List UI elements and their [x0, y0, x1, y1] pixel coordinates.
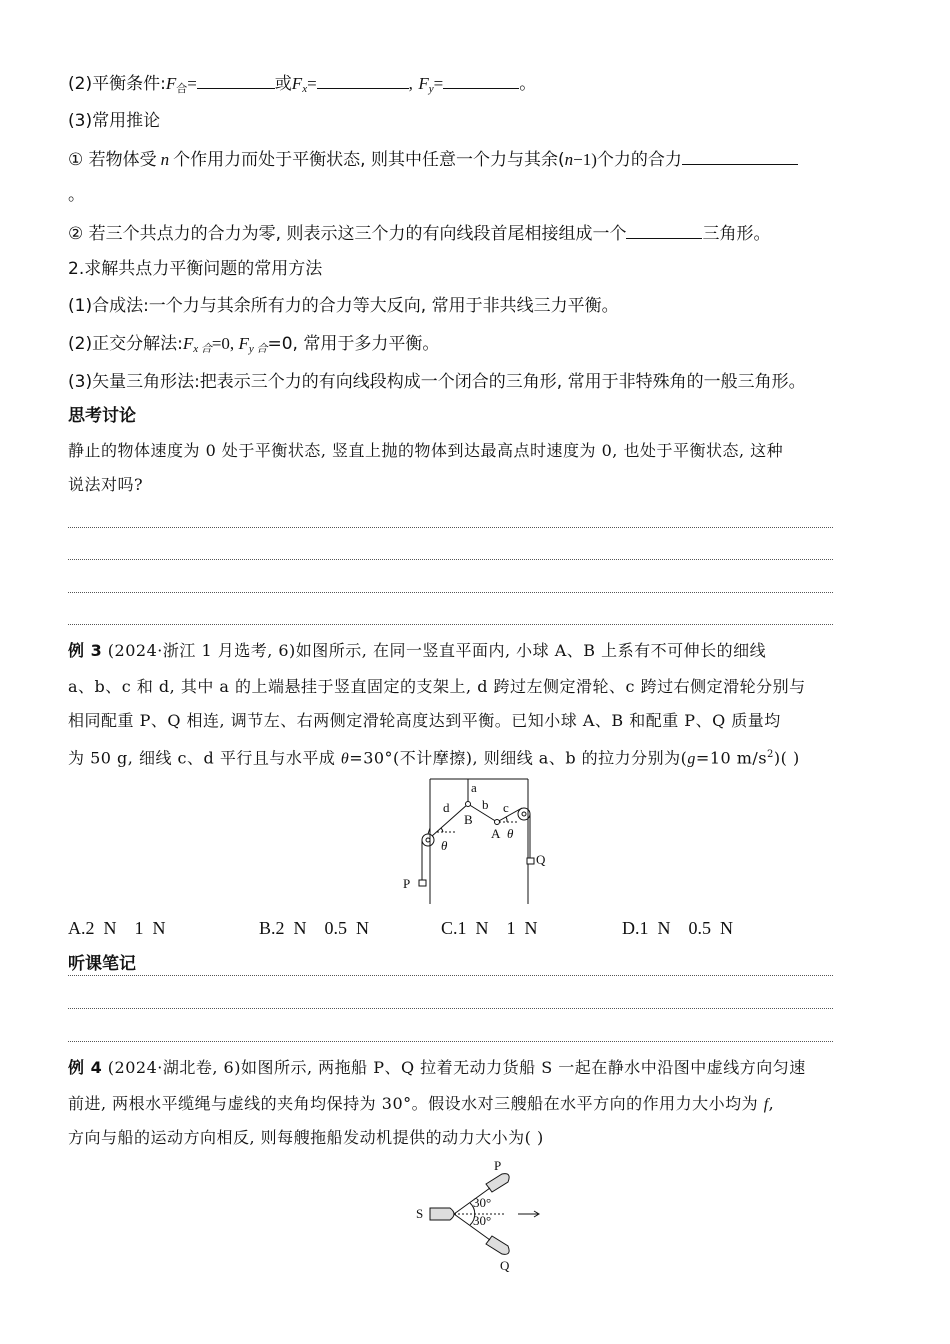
text: ,: [408, 74, 413, 93]
text: ② 若三个共点力的合力为零, 则表示这三个力的有向线段首尾相接组成一个: [68, 224, 627, 244]
methods-title: 2.求解共点力平衡问题的常用方法: [68, 259, 323, 279]
option-c[interactable]: C.1 N 1 N: [441, 918, 538, 938]
text: x 合: [193, 343, 212, 355]
text: n: [160, 150, 170, 169]
label-A: A: [491, 826, 501, 841]
equilibrium-condition: [68, 72, 536, 100]
blank-triangle[interactable]: [626, 222, 702, 239]
text: =: [307, 74, 317, 93]
text: 三角形。: [702, 224, 771, 244]
example3-pulley-figure: [395, 776, 565, 906]
text: (2024·浙江 1 月选考, 6)如图所示, 在同一竖直平面内, 小球 A、B 上系有不可伸长的细线: [102, 641, 767, 660]
notes-line[interactable]: [68, 1008, 833, 1009]
option-b[interactable]: B.2 N 0.5 N: [259, 918, 370, 938]
text: (2024·湖北卷, 6)如图所示, 两拖船 P、Q 拉着无动力货船 S 一起在静水中沿图中虚线方向匀速: [102, 1058, 806, 1077]
label-b: b: [482, 797, 489, 812]
notes-title: 听课笔记: [68, 954, 136, 974]
text: (2)正交分解法:: [68, 334, 183, 354]
text: −1)个力的合力: [573, 150, 682, 169]
text: F: [238, 334, 249, 353]
text: =0, 常用于多力平衡。: [267, 334, 440, 354]
label-a: a: [471, 780, 477, 795]
answer-line[interactable]: [68, 559, 833, 560]
method-2: [68, 333, 439, 360]
method-1: (1)合成法:一个力与其余所有力的合力等大反向, 常用于非共线三力平衡。: [68, 296, 619, 316]
example-label: 例 4: [68, 1058, 103, 1077]
text: g: [687, 750, 696, 768]
text: F: [182, 334, 194, 353]
inference-1-end: 。: [68, 185, 85, 205]
text: 个作用力而处于平衡状态, 则其中任意一个力与其余(: [173, 150, 565, 170]
text: 。: [519, 74, 537, 94]
text: )( ): [773, 748, 800, 768]
method-3: (3)矢量三角形法:把表示三个力的有向线段构成一个闭合的三角形, 常用于非特殊角的一般三角形。: [68, 372, 806, 392]
blank-fy[interactable]: [443, 72, 519, 89]
text: y: [428, 83, 434, 95]
text: =: [187, 74, 197, 93]
text: =10 m/s: [695, 748, 768, 768]
answer-line[interactable]: [68, 624, 833, 625]
label-S: S: [416, 1206, 424, 1221]
blank-fx[interactable]: [317, 72, 409, 89]
label-c: c: [503, 800, 509, 815]
label-d: d: [443, 800, 450, 815]
label-theta-right: θ: [507, 826, 514, 841]
text: 合: [176, 82, 188, 95]
label-B: B: [464, 812, 473, 827]
example4-line-3: 方向与船的运动方向相反, 则每艘拖船发动机提供的动力大小为( ): [68, 1128, 544, 1147]
text: n: [564, 150, 574, 169]
inference-2: [68, 222, 770, 245]
answer-line[interactable]: [68, 592, 833, 593]
blank-f-sum[interactable]: [197, 72, 275, 89]
text: F: [165, 74, 177, 93]
text: 或: [274, 74, 292, 94]
label-P: P: [403, 876, 411, 891]
text: =0,: [211, 334, 239, 353]
text: =: [433, 74, 444, 93]
text: ① 若物体受: [68, 150, 157, 170]
label-P: P: [494, 1158, 502, 1173]
text: F: [291, 74, 303, 93]
label-Q: Q: [536, 852, 546, 867]
label-Q: Q: [500, 1258, 510, 1273]
example3-line-1: [68, 640, 766, 662]
answer-line[interactable]: [68, 527, 833, 528]
label-angle-lower: 30°: [473, 1213, 492, 1228]
example3-line-2: a、b、c 和 d, 其中 a 的上端悬挂于竖直固定的支架上, d 跨过左侧定滑轮、c 跨过右侧定滑轮分别与: [68, 677, 806, 696]
label-angle-upper: 30°: [473, 1195, 492, 1210]
inference-1: [68, 148, 798, 171]
discussion-title: 思考讨论: [68, 406, 136, 426]
text: 2: [767, 749, 774, 760]
text: 前进, 两根水平缆绳与虚线的夹角均保持为 30°。假设水对三艘船在水平方向的作用力大小均为: [68, 1094, 764, 1113]
example4-line-2: [68, 1093, 774, 1116]
example4-line-1: [68, 1057, 806, 1079]
text: ,: [768, 1094, 775, 1113]
label-theta-left: θ: [441, 838, 448, 853]
inference-title: (3)常用推论: [68, 111, 161, 131]
example3-line-4: [68, 744, 800, 770]
example4-tugboat-figure: [410, 1158, 560, 1273]
text: 为 50 g, 细线 c、d 平行且与水平成: [68, 748, 341, 768]
discussion-line-1: 静止的物体速度为 0 处于平衡状态, 竖直上抛的物体到达最高点时速度为 0, 也处于平衡状态, 这种: [68, 441, 784, 460]
notes-line[interactable]: [68, 1041, 833, 1042]
text: θ: [340, 750, 350, 768]
text: =30°(不计摩擦), 则细线 a、b 的拉力分别为(: [349, 748, 688, 768]
blank-resultant[interactable]: [682, 148, 798, 165]
text: y 合: [248, 343, 268, 355]
text: F: [418, 74, 429, 93]
text: (2)平衡条件:: [68, 74, 166, 94]
discussion-line-2: 说法对吗?: [68, 475, 144, 494]
option-d[interactable]: D.1 N 0.5 N: [622, 918, 733, 938]
text: f: [763, 1096, 769, 1113]
example3-line-3: 相同配重 P、Q 相连, 调节左、右两侧定滑轮高度达到平衡。已知小球 A、B 和配重 P、Q 质量均: [68, 711, 781, 730]
notes-line[interactable]: [68, 975, 833, 976]
option-a[interactable]: A.2 N 1 N: [68, 918, 166, 938]
text: x: [302, 83, 308, 95]
example-label: 例 3: [68, 641, 103, 660]
